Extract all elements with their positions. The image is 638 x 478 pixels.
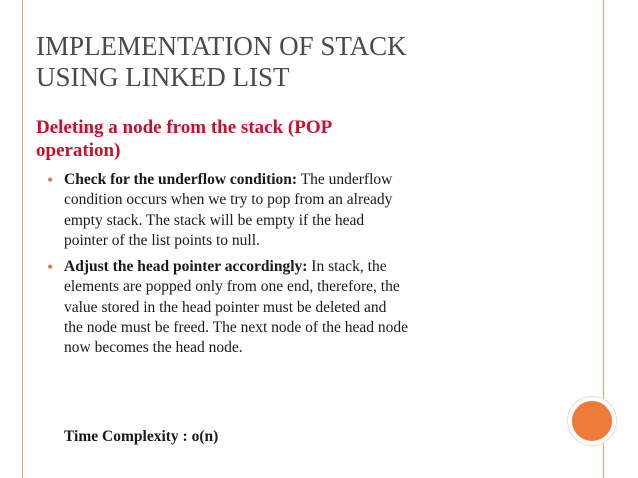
orange-circle-decoration: [568, 397, 616, 445]
bullet-line: elements are popped only from one end, therefore, the: [64, 278, 400, 296]
bullet-line: now becomes the head node.: [64, 339, 243, 357]
title-line: USING LINKED LIST: [36, 62, 290, 92]
bullet-first-line: [64, 170, 564, 190]
bullet-line: empty stack. The stack will be empty if the head: [64, 211, 365, 229]
bullet-icon: •: [47, 170, 54, 190]
bullet-line: pointer of the list points to null.: [64, 231, 260, 249]
bullet-item-head-pointer: [47, 257, 564, 358]
bullet-lead: Adjust the head pointer accordingly:: [64, 258, 308, 276]
bullet-list: [47, 170, 564, 365]
bullet-icon: •: [47, 257, 54, 278]
section-heading: [36, 116, 456, 162]
bullet-text: The underflow: [297, 171, 393, 188]
bullet-item-underflow: [47, 170, 564, 251]
bullet-line: the node must be freed. The next node of the head node: [64, 319, 409, 337]
bullet-first-line: [64, 257, 564, 277]
heading-line: Deleting a node from the stack (POP: [36, 117, 333, 138]
bullet-text: In stack, the: [307, 258, 387, 276]
time-complexity: Time Complexity : o(n): [64, 428, 219, 445]
bullet-line: value stored in the head pointer must be deleted and: [64, 298, 387, 316]
left-divider: [22, 0, 23, 478]
slide-title: [36, 31, 576, 93]
bullet-lead: Check for the underflow condition:: [64, 171, 298, 188]
heading-line: operation): [36, 140, 121, 161]
bullet-line: condition occurs when we try to pop from an already: [64, 191, 393, 209]
title-line: IMPLEMENTATION OF STACK: [36, 31, 407, 61]
